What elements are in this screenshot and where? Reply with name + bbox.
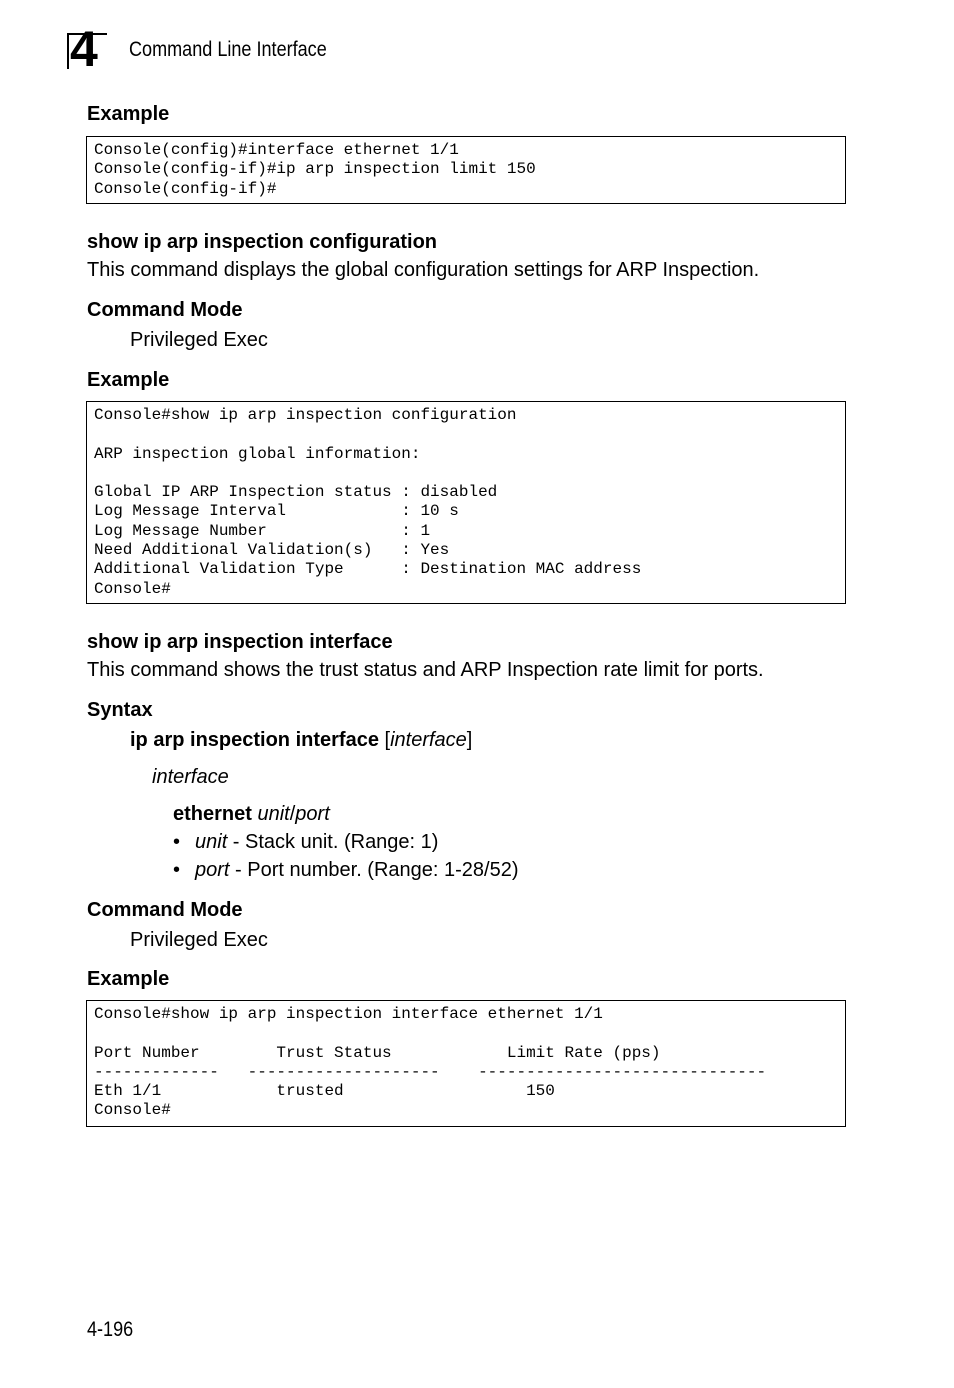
bullet-dot: •	[173, 831, 181, 853]
bullet-dot: •	[173, 859, 181, 881]
code-block-1	[86, 136, 846, 204]
running-header-title: Command Line Interface	[129, 38, 327, 61]
list-item	[173, 858, 519, 882]
syntax-line	[130, 728, 472, 752]
list-item	[173, 830, 438, 854]
code-block-3	[86, 1000, 846, 1127]
param-unit: unit	[257, 803, 290, 825]
command-description-2: This command displays the global configuration settings for ARP Inspection.	[87, 259, 760, 281]
code-text-2: Console#show ip arp inspection configuration ARP inspection global information: Global IP ARP Inspection status : disabled Log Message Interval : 10 s Log Message Number : 1 Need Additional Validation(s) : Yes Additional Validation Type : Destination MAC address Console#	[94, 406, 642, 598]
page-number: 4-196	[87, 1318, 134, 1341]
code-block-2	[86, 401, 846, 604]
example-heading-2: Example	[87, 369, 170, 391]
syntax-command: ip arp inspection interface	[130, 729, 379, 751]
bullet-text: - Stack unit. (Range: 1)	[227, 831, 439, 853]
chapter-number: 4	[70, 21, 98, 77]
command-description-3: This command shows the trust status and ARP Inspection rate limit for ports.	[87, 659, 764, 681]
syntax-close-bracket: ]	[466, 729, 473, 751]
example-heading-3: Example	[87, 968, 170, 990]
param-port: port	[295, 803, 330, 825]
command-heading-show-ip-arp-inspection-configuration: show ip arp inspection configuration	[87, 231, 438, 253]
bullet-term: port	[195, 859, 230, 881]
param-definition	[173, 802, 330, 826]
syntax-open-bracket: [	[378, 729, 391, 751]
code-text-1: Console(config)#interface ethernet 1/1 Console(config-if)#ip arp inspection limit 150 Console(config-if)#	[94, 141, 536, 198]
command-mode-value-2: Privileged Exec	[130, 329, 268, 351]
command-heading-show-ip-arp-inspection-interface: show ip arp inspection interface	[87, 631, 393, 653]
bullet-term: unit	[195, 831, 228, 853]
command-mode-heading-3: Command Mode	[87, 899, 243, 921]
command-mode-heading-2: Command Mode	[87, 299, 243, 321]
code-text-3: Console#show ip arp inspection interface ethernet 1/1 Port Number Trust Status Limit Rate (pps) ------------- -------------------- ------------------------------ Eth 1/1 trusted 150 Console#	[94, 1005, 767, 1120]
param-slash: /	[289, 803, 296, 825]
command-mode-value-3: Privileged Exec	[130, 929, 268, 951]
param-name: interface	[152, 766, 229, 788]
bullet-text: - Port number. (Range: 1-28/52)	[229, 859, 519, 881]
syntax-heading: Syntax	[87, 699, 153, 721]
example-heading-1: Example	[87, 103, 170, 125]
syntax-param: interface	[390, 729, 467, 751]
param-keyword: ethernet	[173, 803, 252, 825]
